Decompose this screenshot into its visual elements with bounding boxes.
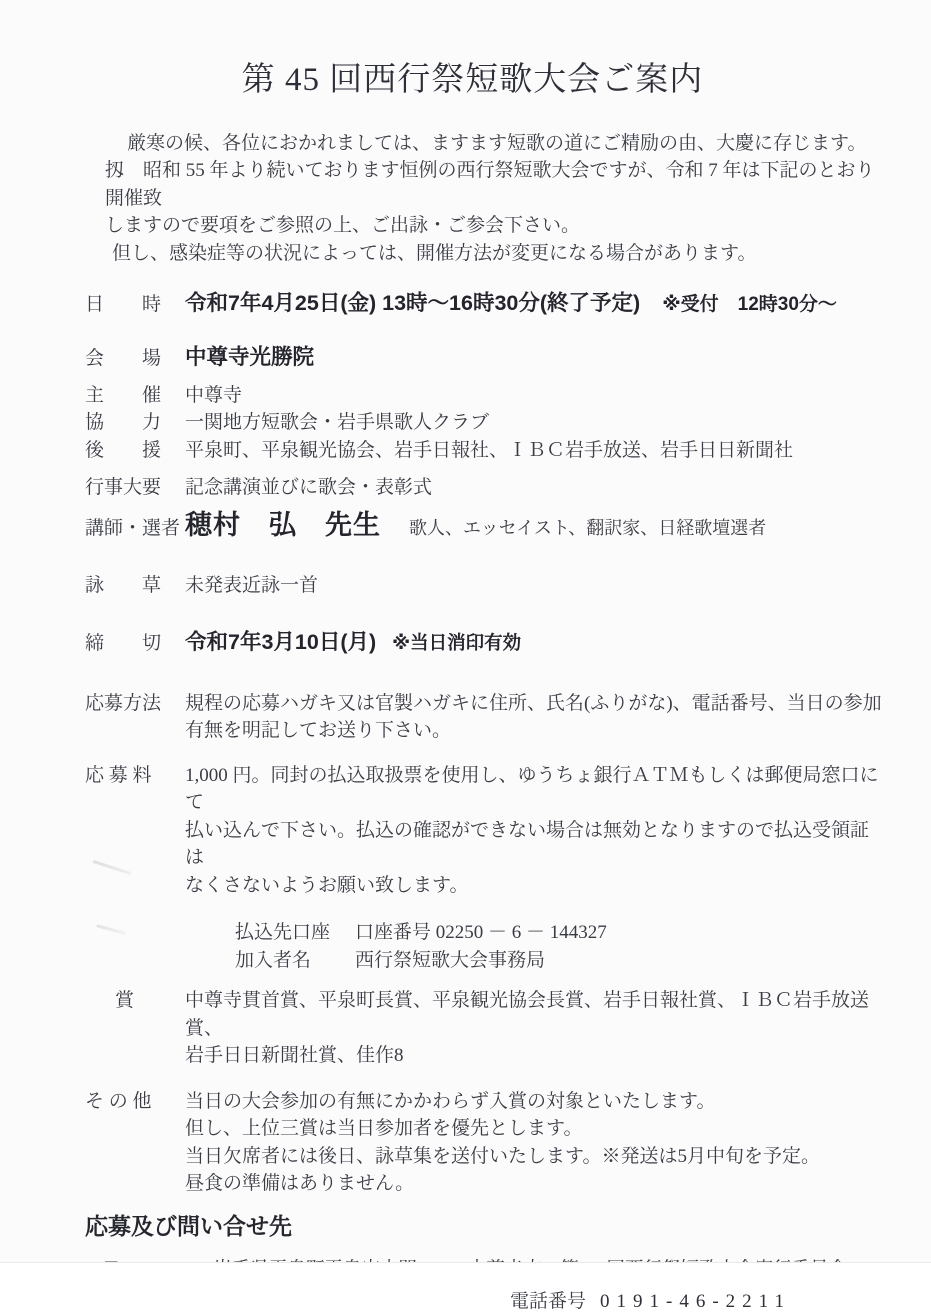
prize-label: 賞	[115, 990, 135, 1012]
apply-line: 有無を明記してお送り下さい。	[185, 720, 452, 742]
program-label: 行事大要	[85, 477, 162, 499]
datetime-note: ※受付 12時30分～	[662, 294, 837, 316]
row-cooperation	[85, 409, 883, 437]
intro-line: 扨 昭和 55 年より続いております恒例の西行祭短歌大会ですが、令和 7 年は下記のとおり開催致	[105, 160, 875, 209]
intro-paragraph	[105, 130, 883, 268]
fee-value	[185, 762, 883, 900]
row-prize	[85, 987, 883, 1070]
eiso-value: 未発表近詠一首	[185, 575, 319, 597]
fee-line: 1,000 円。同封の払込取扱票を使用し、ゆうちょ銀行ＡＴＭもしくは郵便局窓口にて	[185, 764, 879, 814]
intro-line: 厳寒の候、各位におかれましては、ますます短歌の道にご精励の由、大慶に存じます。	[127, 132, 867, 154]
phone-label: 電話番号	[510, 1290, 587, 1312]
contact-heading: 応募及び問い合せ先	[85, 1212, 292, 1239]
cooperation-label: 協 力	[85, 412, 162, 434]
eiso-label: 詠 草	[85, 575, 162, 597]
apply-label: 応募方法	[85, 692, 162, 714]
row-program	[85, 474, 883, 502]
row-eiso	[85, 572, 883, 600]
row-datetime	[85, 288, 883, 320]
payment-account-block	[235, 919, 883, 974]
program-value: 記念講演並びに歌会・表彰式	[185, 477, 433, 499]
support-label: 後 援	[85, 439, 162, 461]
venue-label: 会 場	[85, 348, 162, 370]
prize-line: 岩手日日新聞社賞、佳作8	[185, 1045, 404, 1067]
lecturer-desc: 歌人、エッセイスト、翻訳家、日経歌壇選者	[409, 517, 767, 538]
cooperation-value: 一関地方短歌会・岩手県歌人クラブ	[185, 412, 490, 434]
row-support	[85, 437, 883, 465]
prize-line: 中尊寺貫首賞、平泉町長賞、平泉観光協会長賞、岩手日報社賞、ＩＢＣ岩手放送賞、	[185, 990, 870, 1039]
deadline-value	[185, 627, 883, 658]
payment-account-row	[235, 919, 883, 947]
other-line: 当日の大会参加の有無にかかわらず入賞の対象といたします。	[185, 1090, 716, 1112]
datetime-label: 日 時	[85, 294, 162, 316]
apply-value	[185, 690, 883, 745]
fee-label: 応 募 料	[85, 764, 152, 786]
fee-line: なくさないようお願い致します。	[185, 874, 469, 896]
host-value: 中尊寺	[185, 384, 243, 406]
other-label: そ の 他	[85, 1090, 152, 1112]
prize-value	[185, 987, 883, 1070]
scan-edge	[0, 1262, 931, 1280]
host-label: 主 催	[85, 384, 162, 406]
intro-line: 但し、感染症等の状況によっては、開催方法が変更になる場合があります。	[112, 242, 757, 264]
row-lecturer	[85, 508, 883, 543]
datetime-value	[185, 288, 883, 320]
lecturer-name: 穂村 弘 先生	[185, 509, 381, 540]
venue-value: 中尊寺光勝院	[185, 345, 315, 370]
row-fee	[85, 762, 883, 900]
other-line: 但し、上位三賞は当日参加者を優先とします。	[185, 1118, 583, 1140]
row-venue	[85, 342, 883, 373]
row-other	[85, 1088, 883, 1198]
row-deadline	[85, 627, 883, 658]
deadline-note: ※当日消印有効	[392, 631, 522, 653]
intro-line: しますので要項をご参照の上、ご出詠・ご参会下さい。	[105, 215, 581, 237]
document-body	[0, 130, 931, 1315]
row-host	[85, 382, 883, 410]
other-line: 昼食の準備はありません。	[185, 1173, 415, 1195]
payment-account-label: 払込先口座	[235, 922, 331, 944]
support-value: 平泉町、平泉観光協会、岩手日報社、ＩＢＣ岩手放送、岩手日日新聞社	[185, 439, 794, 461]
payment-account-value: 口座番号 02250 － 6 － 144327	[355, 922, 607, 944]
datetime-main: 令和7年4月25日(金) 13時～16時30分(終了予定)	[185, 291, 641, 316]
payment-holder-value: 西行祭短歌大会事務局	[355, 949, 546, 971]
lecturer-label: 講師・選者	[85, 517, 181, 539]
payment-holder-label: 加入者名	[235, 949, 312, 971]
contact-phone-line	[510, 1288, 883, 1315]
row-apply-method	[85, 690, 883, 745]
fee-line: 払い込んで下さい。払込の確認ができない場合は無効となりますので払込受領証は	[185, 819, 870, 869]
deadline-main: 令和7年3月10日(月)	[185, 629, 377, 654]
other-line: 当日欠席者には後日、詠草集を送付いたします。※発送は5月中旬を予定。	[185, 1145, 820, 1167]
lecturer-value	[185, 508, 883, 543]
payment-holder-row	[235, 947, 883, 975]
deadline-label: 締 切	[85, 632, 162, 654]
phone-number: 0191-46-2211	[600, 1290, 791, 1312]
document-title: 第 45 回西行祭短歌大会ご案内	[241, 62, 704, 98]
apply-line: 規程の応募ハガキ又は官製ハガキに住所、氏名(ふりがな)、電話番号、当日の参加	[185, 692, 882, 714]
other-value	[185, 1088, 883, 1198]
